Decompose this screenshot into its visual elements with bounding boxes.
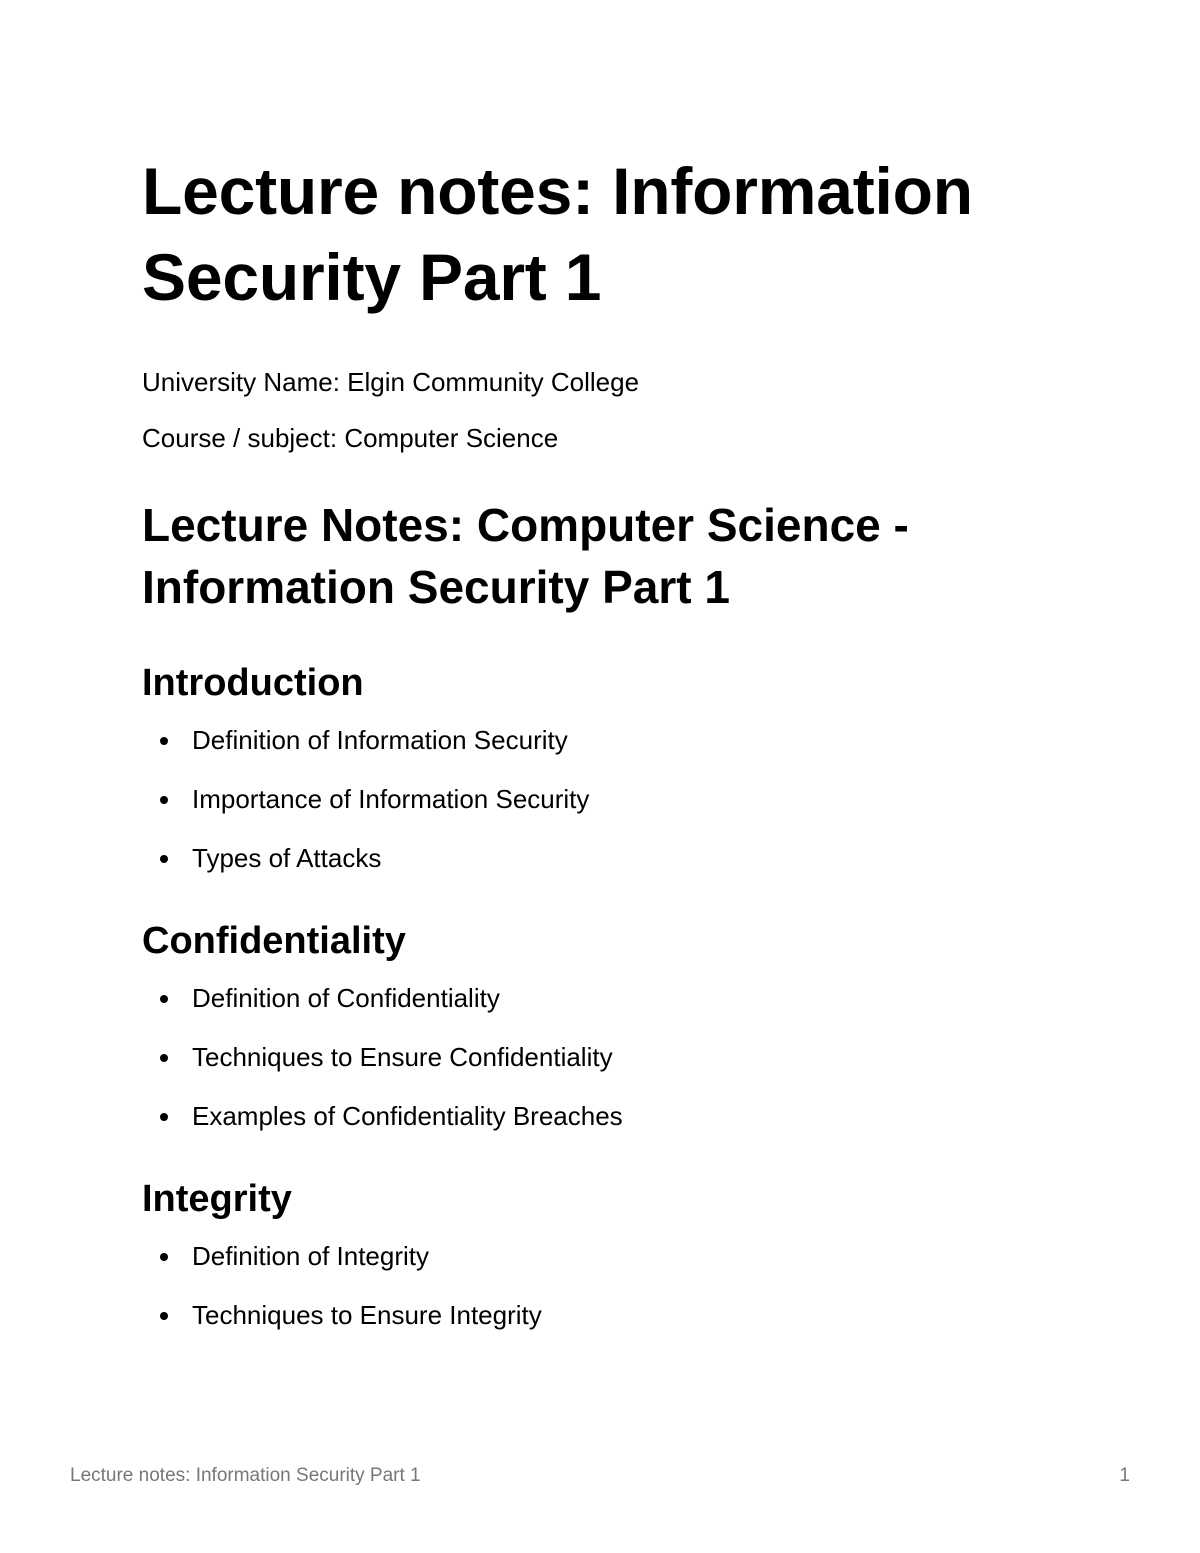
course-line: Course / subject: Computer Science <box>142 423 559 453</box>
list-item-text: Examples of Confidentiality Breaches <box>192 1101 623 1131</box>
subsection-introduction <box>142 660 1042 874</box>
list-item <box>142 1299 1042 1331</box>
list-item <box>142 1100 1042 1132</box>
list-item <box>142 1240 1042 1272</box>
footer-title: Lecture notes: Information Security Part 1 <box>70 1465 421 1486</box>
list-item-text: Definition of Confidentiality <box>192 983 500 1013</box>
bullet-list <box>142 724 1042 874</box>
bullet-icon <box>160 1054 168 1062</box>
section-title: Lecture Notes: Computer Science - Information Security Part 1 <box>142 499 909 613</box>
list-item <box>142 783 1042 815</box>
bullet-icon <box>160 796 168 804</box>
list-item-text: Techniques to Ensure Confidentiality <box>192 1042 613 1072</box>
bullet-icon <box>160 1113 168 1121</box>
subsection-title: Integrity <box>142 1178 292 1220</box>
subsection-title: Introduction <box>142 662 364 704</box>
university-line: University Name: Elgin Community College <box>142 367 640 397</box>
bullet-icon <box>160 1312 168 1320</box>
bullet-list <box>142 1240 1042 1331</box>
bullet-icon <box>160 1253 168 1261</box>
meta-block <box>142 366 1042 454</box>
bullet-icon <box>160 855 168 863</box>
list-item-text: Types of Attacks <box>192 843 382 873</box>
subsection-integrity <box>142 1176 1042 1331</box>
list-item <box>142 724 1042 756</box>
bullet-icon <box>160 995 168 1003</box>
list-item <box>142 982 1042 1014</box>
page-number: 1 <box>1119 1465 1130 1486</box>
list-item-text: Definition of Information Security <box>192 725 568 755</box>
page-footer <box>70 1465 1130 1487</box>
subsection-confidentiality <box>142 918 1042 1132</box>
subsection-title: Confidentiality <box>142 920 406 962</box>
list-item <box>142 842 1042 874</box>
list-item-text: Importance of Information Security <box>192 784 590 814</box>
page-content <box>142 148 1042 1331</box>
list-item <box>142 1041 1042 1073</box>
bullet-list <box>142 982 1042 1132</box>
list-item-text: Techniques to Ensure Integrity <box>192 1300 542 1330</box>
bullet-icon <box>160 737 168 745</box>
list-item-text: Definition of Integrity <box>192 1241 430 1271</box>
document-title: Lecture notes: Information Security Part 1 <box>142 154 973 314</box>
